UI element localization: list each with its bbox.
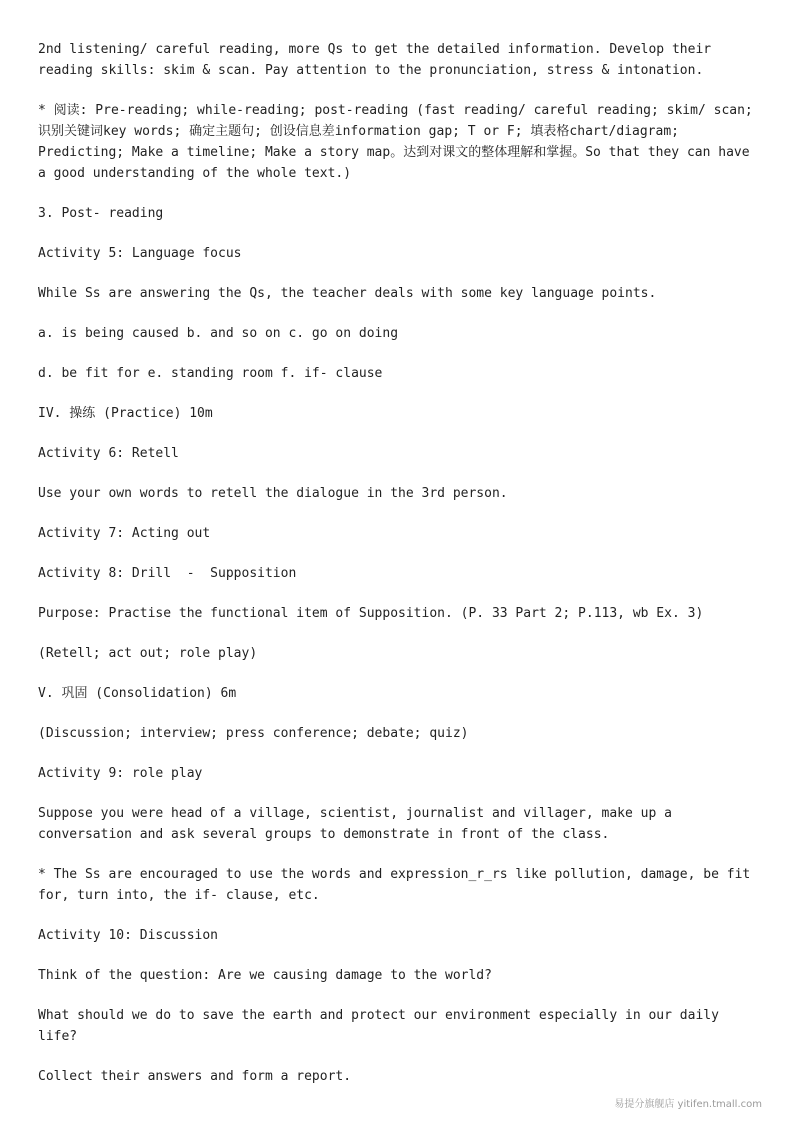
section-heading: 3. Post- reading <box>38 206 164 221</box>
document-body <box>38 39 764 1106</box>
activity-heading: Activity 6: Retell <box>38 446 179 461</box>
activity-heading: Activity 10: Discussion <box>38 928 219 943</box>
paragraph: While Ss are answering the Qs, the teacher deals with some key language points. <box>38 286 657 301</box>
footer-watermark: 易提分旗舰店 yitifen.tmall.com <box>614 1099 762 1110</box>
paragraph: Suppose you were head of a village, scientist, journalist and villager, make up a conversation and ask several groups to demonstrate in front of the class. <box>38 806 680 842</box>
paragraph: * The Ss are encouraged to use the words and expression_r_rs like pollution, damage, be fit for, turn into, the if- clause, etc. <box>38 867 759 903</box>
paragraph: a. is being caused b. and so on c. go on doing <box>38 326 399 341</box>
activity-heading: Activity 5: Language focus <box>38 246 242 261</box>
paragraph: * 阅读: Pre-reading; while-reading; post-reading (fast reading/ careful reading; skim/ scan; 识别关键词key words; 确定主题句; 创设信息差information gap; T or F; 填表格chart/diagram; Predicting; Make a timeline; Make a story map。达到对课文的整体理解和掌握。So that they can have a good understanding of the whole text.) <box>38 103 761 181</box>
paragraph: d. be fit for e. standing room f. if- clause <box>38 366 383 381</box>
paragraph: Purpose: Practise the functional item of Supposition. (P. 33 Part 2; P.113, wb Ex. 3) <box>38 606 704 621</box>
section-heading: IV. 操练 (Practice) 10m <box>38 406 213 421</box>
activity-heading: Activity 9: role play <box>38 766 203 781</box>
paragraph: (Discussion; interview; press conference; debate; quiz) <box>38 726 469 741</box>
section-heading: V. 巩固 (Consolidation) 6m <box>38 686 237 701</box>
paragraph: What should we do to save the earth and protect our environment especially in our daily life? <box>38 1008 727 1044</box>
paragraph: 2nd listening/ careful reading, more Qs to get the detailed information. Develop their reading skills: skim & scan. Pay attention to the pronunciation, stress & intonation. <box>38 42 719 78</box>
paragraph: Collect their answers and form a report. <box>38 1069 352 1084</box>
activity-heading: Activity 7: Acting out <box>38 526 211 541</box>
paragraph: Use your own words to retell the dialogue in the 3rd person. <box>38 486 508 501</box>
activity-heading: Activity 8: Drill - Supposition <box>38 566 297 581</box>
paragraph: (Retell; act out; role play) <box>38 646 258 661</box>
paragraph: Think of the question: Are we causing damage to the world? <box>38 968 492 983</box>
